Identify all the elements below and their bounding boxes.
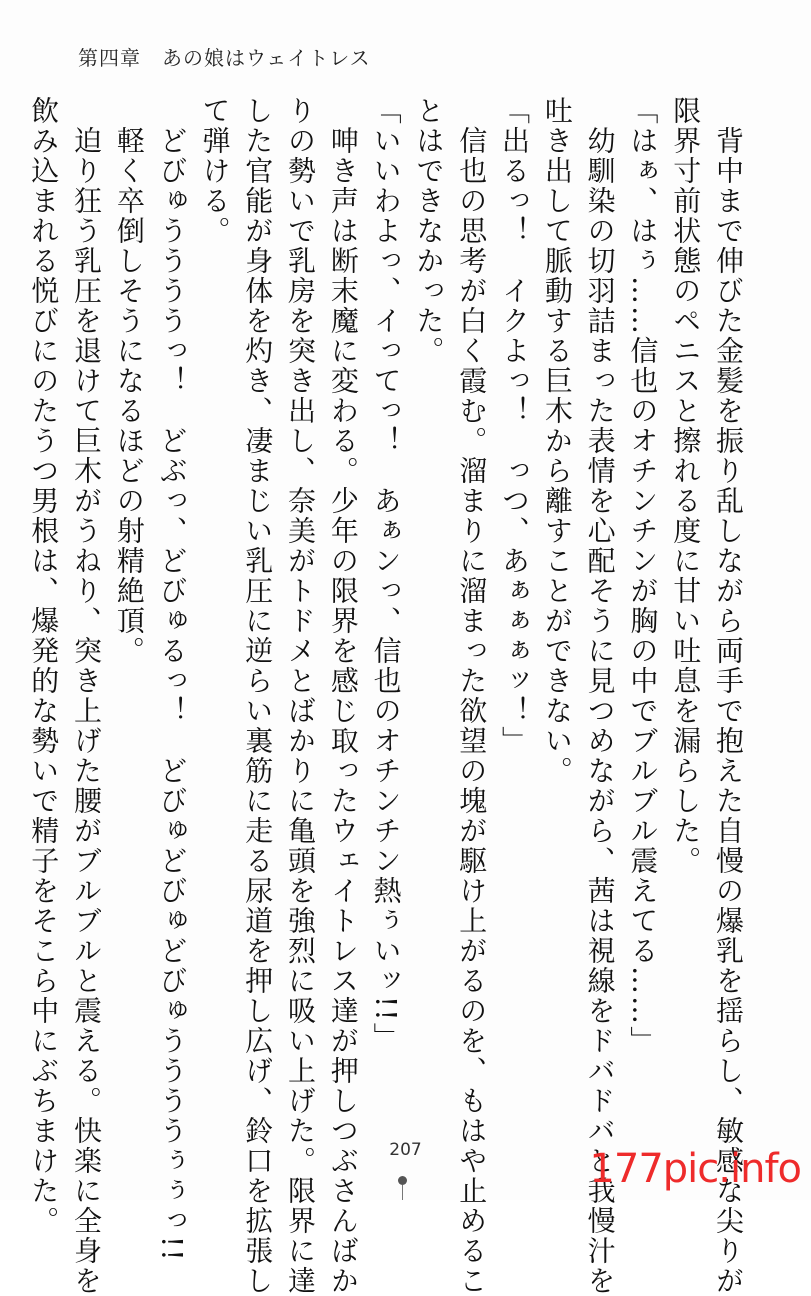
text-line: 迫り狂う乳圧を退けて巨木がうねり、突き上げた腰がブルブルと震える。快楽に全身を <box>70 96 104 1296</box>
text-line: 限界寸前状態のペニスと擦れる度に甘い吐息を漏らした。 <box>669 96 703 876</box>
text-line: 呻き声は断末魔に変わる。少年の限界を感じ取ったウェイトレス達が押しつぶさんばか <box>326 96 360 1296</box>
text-line: 吐き出して脈動する巨木から離すことができない。 <box>540 96 574 786</box>
text-line: 「出るっ！ イクよっ！ っつ、あぁぁぁッ！」 <box>498 96 532 756</box>
text-line: 「はぁ、はぅ……信也のオチンチンが胸の中でブルブル震えてる……」 <box>626 96 660 1056</box>
text-line: て弾ける。 <box>198 96 232 246</box>
text-line: りの勢いで乳房を突き出し、奈美がトドメとばかりに亀頭を強烈に吸い上げた。限界に達 <box>284 96 318 1296</box>
text-line: 軽く卒倒しそうになるほどの射精絶頂。 <box>112 96 146 666</box>
watermark-text: 177pic.info <box>589 1146 801 1192</box>
text-line: 信也の思考が白く霞む。溜まりに溜まった欲望の塊が駆け上がるのを、もはや止めるこ <box>455 96 489 1296</box>
text-line: 幼馴染の切羽詰まった表情を心配そうに見つめながら、茜は視線をドバドバと我慢汁を <box>583 96 617 1296</box>
page-number: 207 <box>389 1140 422 1160</box>
text-line: 背中まで伸びた金髪を振り乱しながら両手で抱えた自慢の爆乳を揺らし、敏感な尖りが <box>712 96 745 1296</box>
text-line: とはできなかった。 <box>412 96 446 366</box>
bookmark-dot-icon <box>398 1176 407 1185</box>
text-line: 「いいわよっ、イってっ！ あぁンっ、信也のオチンチン熱ぅいッ!!」 <box>369 96 403 1053</box>
text-line: した官能が身体を灼き、凄まじい乳圧に逆らい裏筋に走る尿道を押し広げ、鈴口を拡張し <box>241 96 275 1296</box>
bookmark-line <box>402 1185 403 1200</box>
chapter-title: 第四章 あの娘はウェイトレス <box>78 46 371 70</box>
text-line: どびゅううううっ！ どぶっ、どびゅるっ！ どびゅどびゅどびゅううううぅぅっ!! <box>155 96 189 1263</box>
text-line: 飲み込まれる悦びにのたうつ男根は、爆発的な勢いで精子をそこら中にぶちまけた。 <box>27 96 61 1236</box>
